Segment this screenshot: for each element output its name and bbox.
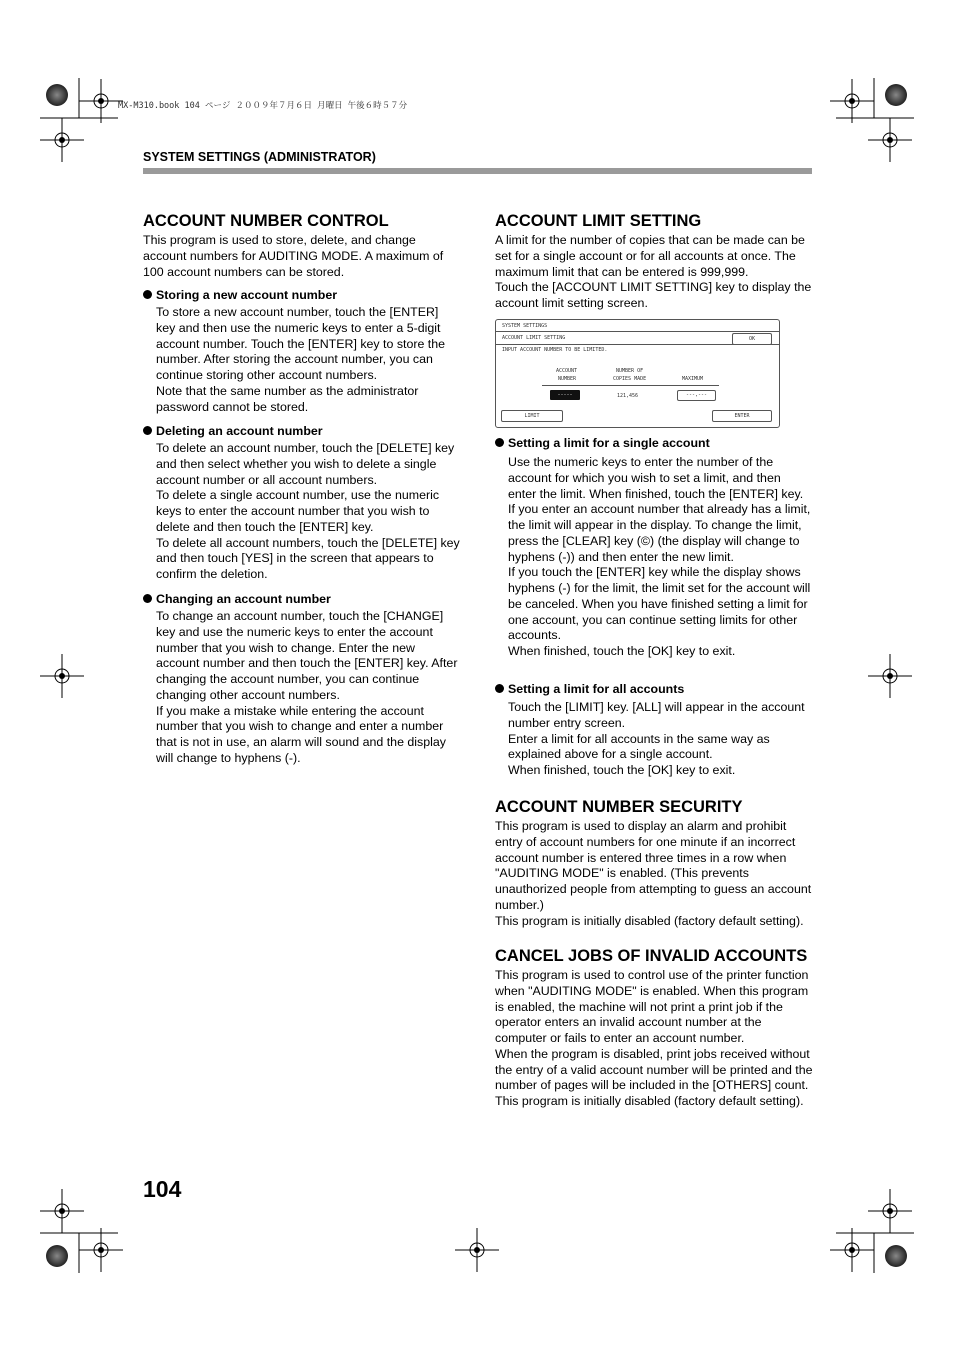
col-account-header-1: ACCOUNT xyxy=(556,368,578,374)
bullet-single-limit-heading xyxy=(495,436,710,451)
maximum-field[interactable]: ---,--- xyxy=(677,390,716,401)
bullet-all-limit-body: Touch the [LIMIT] key. [ALL] will appear in the account number entry screen. Enter a limit for all accounts in the same way as explained above for a single account. When finished, touch the [OK] key to exit. xyxy=(508,700,805,777)
table-rule xyxy=(542,385,719,386)
bullet-changing-body: To change an account number, touch the [CHANGE] key and use the numeric keys to enter the account number that you wish to change. Enter the new account number and then touch the [ENTER] key. After changing the account number, you can continue changing other account numbers. If you make a mistake while entering the account number that you wish to change and enter a number that is not in use, an alarm will sound and the display will change to hyphens (-). xyxy=(156,609,458,765)
col-copies-header-2: COPIES MADE xyxy=(613,376,647,382)
screen-system-title: SYSTEM SETTINGS xyxy=(502,323,548,329)
col-max-header: MAXIMUM xyxy=(682,376,704,382)
account-limit-setting-intro: A limit for the number of copies that can be made can be set for a single account or for all accounts at once. The maximum limit that can be entered is 999,999. Touch the [ACCOUNT LIMIT SETTING] key to display the account limit setting screen. xyxy=(495,233,812,310)
account-number-field[interactable]: ----- xyxy=(550,390,580,400)
bullet-storing-label: Storing a new account number xyxy=(156,288,338,302)
screen-instruction: INPUT ACCOUNT NUMBER TO BE LIMITED. xyxy=(502,347,608,353)
running-header: SYSTEM SETTINGS (ADMINISTRATOR) xyxy=(143,150,376,164)
print-info-line: MX-M310.book 104 ページ ２００９年７月６日 月曜日 午後６時５７分 xyxy=(118,101,408,111)
account-number-control-title: ACCOUNT NUMBER CONTROL xyxy=(143,212,389,230)
screen-divider xyxy=(496,344,779,345)
bullet-storing-heading xyxy=(143,288,337,303)
screen-divider xyxy=(496,331,779,332)
limit-button[interactable]: LIMIT xyxy=(501,410,563,422)
bullet-single-limit-label: Setting a limit for a single account xyxy=(508,436,710,450)
header-rule xyxy=(143,168,812,174)
cancel-jobs-title: CANCEL JOBS OF INVALID ACCOUNTS xyxy=(495,947,808,965)
bullet-changing-label: Changing an account number xyxy=(156,592,331,606)
bullet-all-limit-heading xyxy=(495,682,684,697)
cancel-jobs-body: This program is used to control use of the printer function when "AUDITING MODE" is enabled. When this program is enabled, the machine will not print a print job if the operator enters an invalid account number at the computer or fails to enter an account number. When the program is disabled, print jobs received without the entry of a valid account number will be printed and the number of pages will be included in the [OTHERS] count. This program is initially disabled (factory default setting). xyxy=(495,968,813,1108)
bullet-icon xyxy=(495,684,504,693)
bullet-deleting-heading xyxy=(143,424,323,439)
copies-made-value: 121,456 xyxy=(617,393,639,399)
bullet-deleting-body: To delete an account number, touch the [DELETE] key and then select whether you wish to delete a single account number or all account numbers. To delete a single account number, use the numeric keys to enter the account number that you wish to delete and then touch the [ENTER] key. To delete all account numbers, touch the [DELETE] key and then touch [YES] in the screen that appears to confirm the deletion. xyxy=(156,441,460,581)
account-number-security-title: ACCOUNT NUMBER SECURITY xyxy=(495,798,743,816)
account-number-control-intro: This program is used to store, delete, and change account numbers for AUDITING MODE. A maximum of 100 account numbers can be stored. xyxy=(143,233,444,279)
col-account-header-2: NUMBER xyxy=(558,376,577,382)
enter-button[interactable]: ENTER xyxy=(712,410,772,422)
bullet-changing-heading xyxy=(143,592,331,607)
page-number: 104 xyxy=(143,1176,182,1202)
account-limit-screen xyxy=(495,319,780,428)
account-limit-setting-title: ACCOUNT LIMIT SETTING xyxy=(495,212,702,230)
bullet-icon xyxy=(143,290,152,299)
screen-title: ACCOUNT LIMIT SETTING xyxy=(502,335,566,341)
bullet-icon xyxy=(143,426,152,435)
bullet-icon xyxy=(143,594,152,603)
col-copies-header-1: NUMBER OF xyxy=(616,368,644,374)
ok-button[interactable]: OK xyxy=(732,333,772,345)
bullet-icon xyxy=(495,438,504,447)
bullet-single-limit-body: Use the numeric keys to enter the number of the account for which you wish to set a limit, and then enter the limit. When finished, touch the [ENTER] key. If you enter an account number that already has a limit, the limit will appear in the display. To change the limit, press the [CLEAR] key (©) (the display will change to hyphens (-)) and then enter the new limit. If you touch the [ENTER] key while the display shows hyphens (-) for the limit, the limit set for the account will be canceled. When you have finished setting a limit for one account, you can continue setting limits for other accounts. When finished, touch the [OK] key to exit. xyxy=(508,455,811,658)
bullet-deleting-label: Deleting an account number xyxy=(156,424,323,438)
bullet-all-limit-label: Setting a limit for all accounts xyxy=(508,682,685,696)
bullet-storing-body: To store a new account number, touch the [ENTER] key and then use the numeric keys to enter a 5-digit account number. Touch the [ENTER] key to store the number. After storing the account number, you can continue storing other account numbers. Note that the same number as the administrator password cannot be stored. xyxy=(156,305,446,414)
account-number-security-body: This program is used to display an alarm and prohibit entry of account numbers for one minute if an incorrect account number is entered three times in a row when "AUDITING MODE" is enabled. (This prevents unauthorized people from attempting to guess an account number.) This program is initially disabled (factory default setting). xyxy=(495,819,812,928)
